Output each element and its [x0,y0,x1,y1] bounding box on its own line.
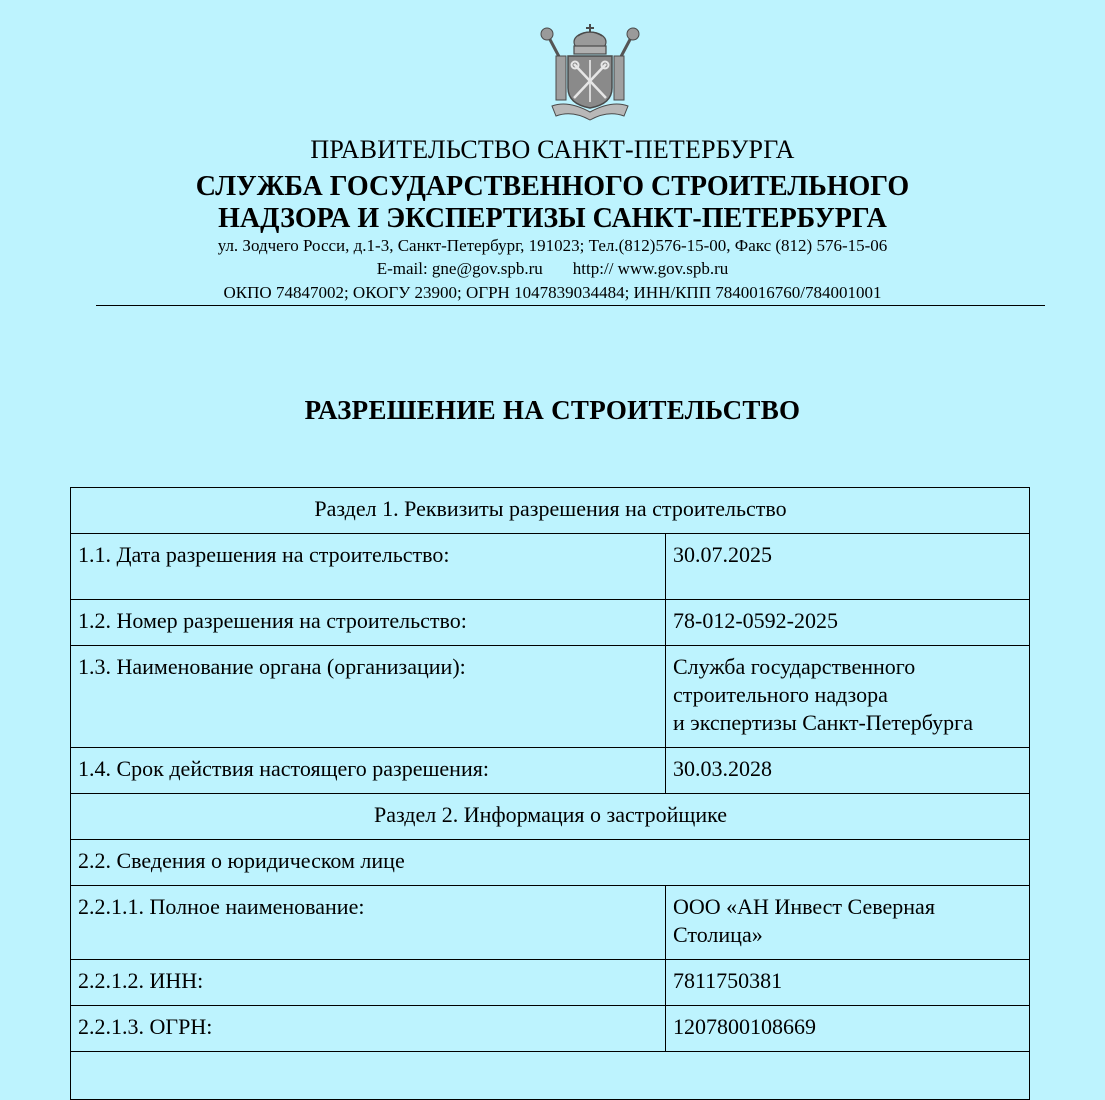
table-row [71,886,1030,960]
value-line: строительного надзора [673,682,888,707]
section-row [71,488,1030,534]
next-row-partial [71,1052,1030,1100]
row-value [666,886,1030,960]
row-label: 2.2.1.1. Полное наименование: [71,886,666,960]
section-1-heading: Раздел 1. Реквизиты разрешения на строительство [71,488,1030,534]
row-label: 2.2. Сведения о юридическом лице [71,840,1030,886]
table-row [71,1052,1030,1100]
table-row [71,646,1030,748]
service-address: ул. Зодчего Росси, д.1-3, Санкт-Петербург, 191023; Тел.(812)576-15-00, Факс (812) 576-15-06 [217,236,888,255]
service-name-line-1: СЛУЖБА ГОСУДАРСТВЕННОГО СТРОИТЕЛЬНОГО [195,171,910,202]
website-text: http:// www.gov.spb.ru [572,259,729,278]
government-name: ПРАВИТЕЛЬСТВО САНКТ-ПЕТЕРБУРГА [310,135,795,164]
row-value: 7811750381 [666,960,1030,1006]
permit-table [70,487,1030,1100]
document-title: РАЗРЕШЕНИЕ НА СТРОИТЕЛЬСТВО [304,395,801,425]
value-line: Служба государственного [673,654,916,679]
table-row [71,960,1030,1006]
row-label: 2.2.1.3. ОГРН: [71,1006,666,1052]
row-value: 30.03.2028 [666,748,1030,794]
saint-petersburg-coat-of-arms-icon [538,22,642,124]
email-text: E-mail: gne@gov.spb.ru [376,259,543,278]
table-row [71,534,1030,600]
table-row [71,840,1030,886]
service-name-line-2: НАДЗОРА И ЭКСПЕРТИЗЫ САНКТ-ПЕТЕРБУРГА [218,203,887,234]
value-line: ООО «АН Инвест Северная [673,894,935,919]
row-value: 30.07.2025 [666,534,1030,600]
section-row [71,794,1030,840]
registration-codes: ОКПО 74847002; ОКОГУ 23900; ОГРН 1047839034484; ИНН/КПП 7840016760/784001001 [223,283,882,302]
table-row [71,600,1030,646]
row-value: 78-012-0592-2025 [666,600,1030,646]
value-line: и экспертизы Санкт-Петербурга [673,710,973,735]
table-row [71,748,1030,794]
row-label: 2.2.1.2. ИНН: [71,960,666,1006]
value-line: Столица» [673,922,763,947]
row-value: 1207800108669 [666,1006,1030,1052]
row-label: 1.2. Номер разрешения на строительство: [71,600,666,646]
section-2-heading: Раздел 2. Информация о застройщике [71,794,1030,840]
table-row [71,1006,1030,1052]
row-label: 1.3. Наименование органа (организации): [71,646,666,748]
contact-line [0,259,1105,279]
row-label: 1.4. Срок действия настоящего разрешения: [71,748,666,794]
header-divider [96,305,1045,306]
row-value [666,646,1030,748]
row-label: 1.1. Дата разрешения на строительство: [71,534,666,600]
